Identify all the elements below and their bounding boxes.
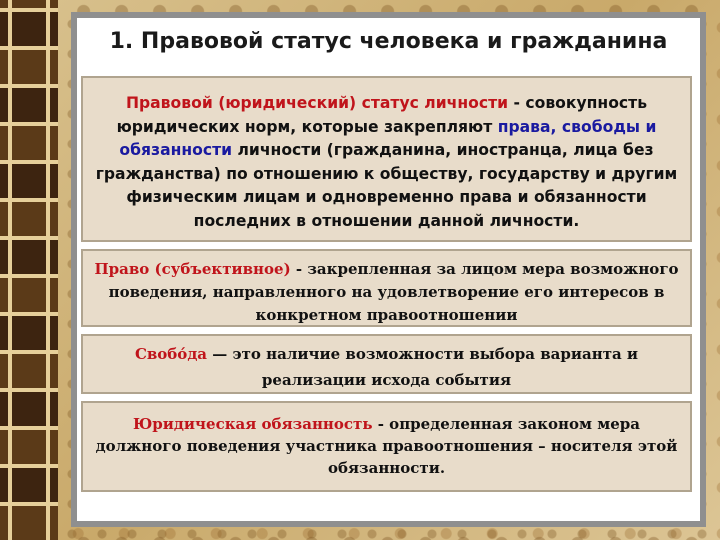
definition-legal-duty [81, 401, 692, 492]
decorative-side-strip [0, 0, 58, 540]
definition-legal-status [81, 76, 692, 242]
definition-legal-duty-text: - определенная законом мера должного поведения участника правоотношения – носителя этой обязанности. [95, 415, 678, 477]
definition-text-part-2: личности (гражданина, иностранца, лица без гражданства) по отношению к обществу, государству и другим физическим лицам и одновременно права и обязанности последних в отношении данной личности. [95, 141, 678, 230]
term-legal-status: Правовой (юридический) статус личности [125, 94, 509, 112]
term-freedom: Свобо́да [134, 345, 208, 363]
definition-right [81, 249, 692, 327]
slide-title: 1. Правовой статус человека и гражданина [109, 29, 668, 54]
definition-freedom [81, 334, 692, 394]
definition-text-part-1: - совокупность юридических норм, которые закрепляют [116, 94, 648, 136]
definition-freedom-text: — это наличие возможности выбора варианта и реализации исхода события [207, 345, 639, 389]
definition-right-text: - закрепленная за лицом мера возможного поведения, направленного на удовлетворение его интересов в конкретном правоотношении [108, 260, 679, 324]
term-right: Право (субъективное) [94, 260, 291, 278]
highlight-rights-freedoms-duties: права, свободы и обязанности [119, 117, 657, 159]
term-legal-duty: Юридическая обязанность [133, 415, 373, 433]
